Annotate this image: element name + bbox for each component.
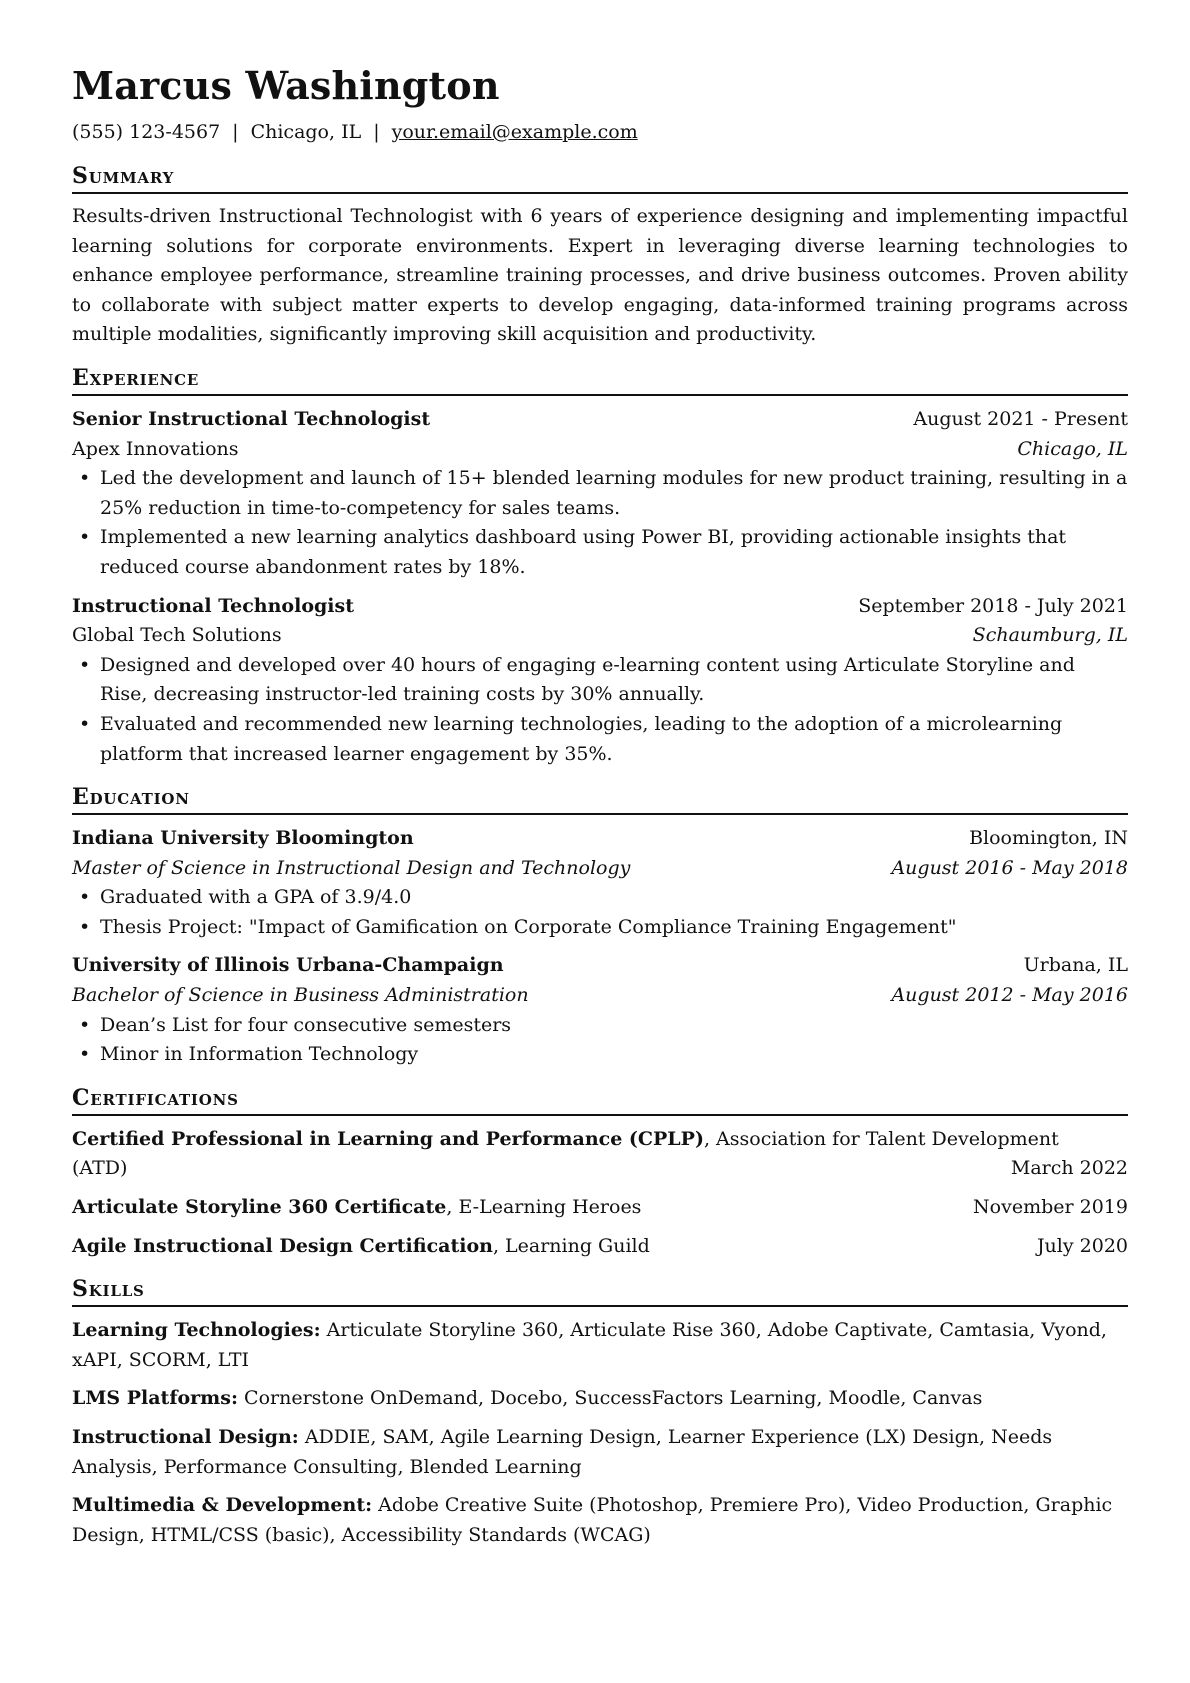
skill-values: ADDIE, SAM, Agile Learning Design, Learner Experience (LX) Design, Needs Analysis, Performance Consulting, Blended Learning [72, 1426, 1053, 1478]
list-item: • Thesis Project: "Impact of Gamification on Corporate Compliance Training Engagement" [72, 913, 1128, 943]
section-title-certifications: Certifications [72, 1084, 1128, 1116]
section-title-experience: Experience [72, 364, 1128, 396]
school-location: Urbana, IL [1023, 954, 1128, 977]
job-dates: August 2021 - Present [913, 407, 1128, 430]
education-bullets [72, 1011, 1128, 1070]
job-company: Apex Innovations [72, 437, 239, 460]
certification-date: November 2019 [973, 1196, 1128, 1219]
section-title-education: Education [72, 783, 1128, 815]
education-dates: August 2012 - May 2016 [891, 984, 1128, 1007]
list-item: • Graduated with a GPA of 3.9/4.0 [72, 883, 1128, 913]
list-item: • Dean’s List for four consecutive semesters [72, 1011, 1128, 1041]
phone-number: (555) 123-4567 [72, 121, 221, 143]
certification-date: March 2022 [1010, 1157, 1128, 1180]
certification-entry [72, 1232, 1128, 1262]
section-title-summary: Summary [72, 162, 1128, 194]
contact-line [72, 116, 1128, 148]
skill-values: Articulate Storyline 360, Articulate Rise 360, Adobe Captivate, Camtasia, Vyond, xAPI, SCORM, LTI [72, 1319, 1107, 1371]
certification-issuer: , Association for Talent Development [703, 1127, 1059, 1150]
education-bullets [72, 883, 1128, 942]
job-location: Chicago, IL [1017, 437, 1128, 460]
skill-values: Adobe Creative Suite (Photoshop, Premiere Pro), Video Production, Graphic Design, HTML/CSS (basic), Accessibility Standards (WCAG) [72, 1494, 1113, 1546]
skill-group [72, 1384, 1128, 1414]
skill-label: Instructional Design: [72, 1426, 299, 1448]
education-dates: August 2016 - May 2018 [891, 856, 1128, 879]
list-item: • Minor in Information Technology [72, 1040, 1128, 1070]
section-title-skills: Skills [72, 1275, 1128, 1307]
resume-page [72, 54, 1128, 1550]
job-location: Schaumburg, IL [972, 624, 1128, 647]
list-item: • Evaluated and recommended new learning technologies, leading to the adoption of a microlearning platform that increased learner engagement by 35%. [72, 710, 1128, 769]
contact-separator: | [373, 121, 380, 143]
job-bullets [72, 651, 1128, 769]
skill-group [72, 1423, 1128, 1482]
job-dates: September 2018 - July 2021 [858, 594, 1128, 617]
education-entry [72, 951, 1128, 1069]
degree-name: Master of Science in Instructional Design and Technology [72, 856, 631, 879]
education-entry [72, 824, 1128, 942]
list-item: • Implemented a new learning analytics dashboard using Power BI, providing actionable insights that reduced course abandonment rates by 18%. [72, 523, 1128, 582]
degree-name: Bachelor of Science in Business Administration [72, 984, 529, 1007]
certification-issuer: , Learning Guild [492, 1234, 650, 1257]
skill-label: LMS Platforms: [72, 1387, 238, 1410]
job-entry [72, 592, 1128, 770]
certification-issuer: , E-Learning Heroes [446, 1196, 642, 1219]
school-name: Indiana University Bloomington [72, 827, 414, 850]
certification-date: July 2020 [1036, 1234, 1128, 1257]
skill-group [72, 1491, 1128, 1550]
list-item: • Led the development and launch of 15+ blended learning modules for new product training, resulting in a 25% reduction in time-to-competency for sales teams. [72, 464, 1128, 523]
job-role: Senior Instructional Technologist [72, 407, 431, 430]
certification-entry [72, 1125, 1128, 1184]
candidate-name: Marcus Washington [72, 63, 500, 108]
summary-text: Results-driven Instructional Technologist with 6 years of experience designing and implementing impactful learning solutions for corporate environments. Expert in leveraging diverse learning technologies to enhance employee performance, streamline training processes, and drive business outcomes. Proven ability to collaborate with subject matter experts to develop engaging, data-informed training programs across multiple modalities, significantly improving skill acquisition and productivity. [72, 205, 1128, 346]
certification-name: Agile Instructional Design Certification [72, 1234, 493, 1257]
contact-separator: | [232, 121, 239, 143]
school-name: University of Illinois Urbana-Champaign [72, 954, 504, 977]
job-company: Global Tech Solutions [72, 624, 282, 647]
skill-label: Multimedia & Development: [72, 1494, 373, 1517]
school-location: Bloomington, IN [969, 827, 1128, 850]
certification-issuer-cont: (ATD) [72, 1157, 128, 1180]
skill-values: Cornerstone OnDemand, Docebo, SuccessFactors Learning, Moodle, Canvas [238, 1387, 983, 1410]
list-item: • Designed and developed over 40 hours of engaging e-learning content using Articulate Storyline and Rise, decreasing instructor-led training costs by 30% annually. [72, 651, 1128, 710]
job-entry [72, 405, 1128, 583]
certification-name: Certified Professional in Learning and Performance (CPLP) [72, 1127, 704, 1150]
job-bullets [72, 464, 1128, 582]
skill-group [72, 1316, 1128, 1375]
location: Chicago, IL [250, 121, 362, 143]
certification-entry [72, 1193, 1128, 1223]
job-role: Instructional Technologist [72, 594, 354, 617]
email-link[interactable]: your.email@example.com [391, 121, 638, 143]
certification-name: Articulate Storyline 360 Certificate [72, 1196, 447, 1219]
skill-label: Learning Technologies: [72, 1319, 321, 1342]
